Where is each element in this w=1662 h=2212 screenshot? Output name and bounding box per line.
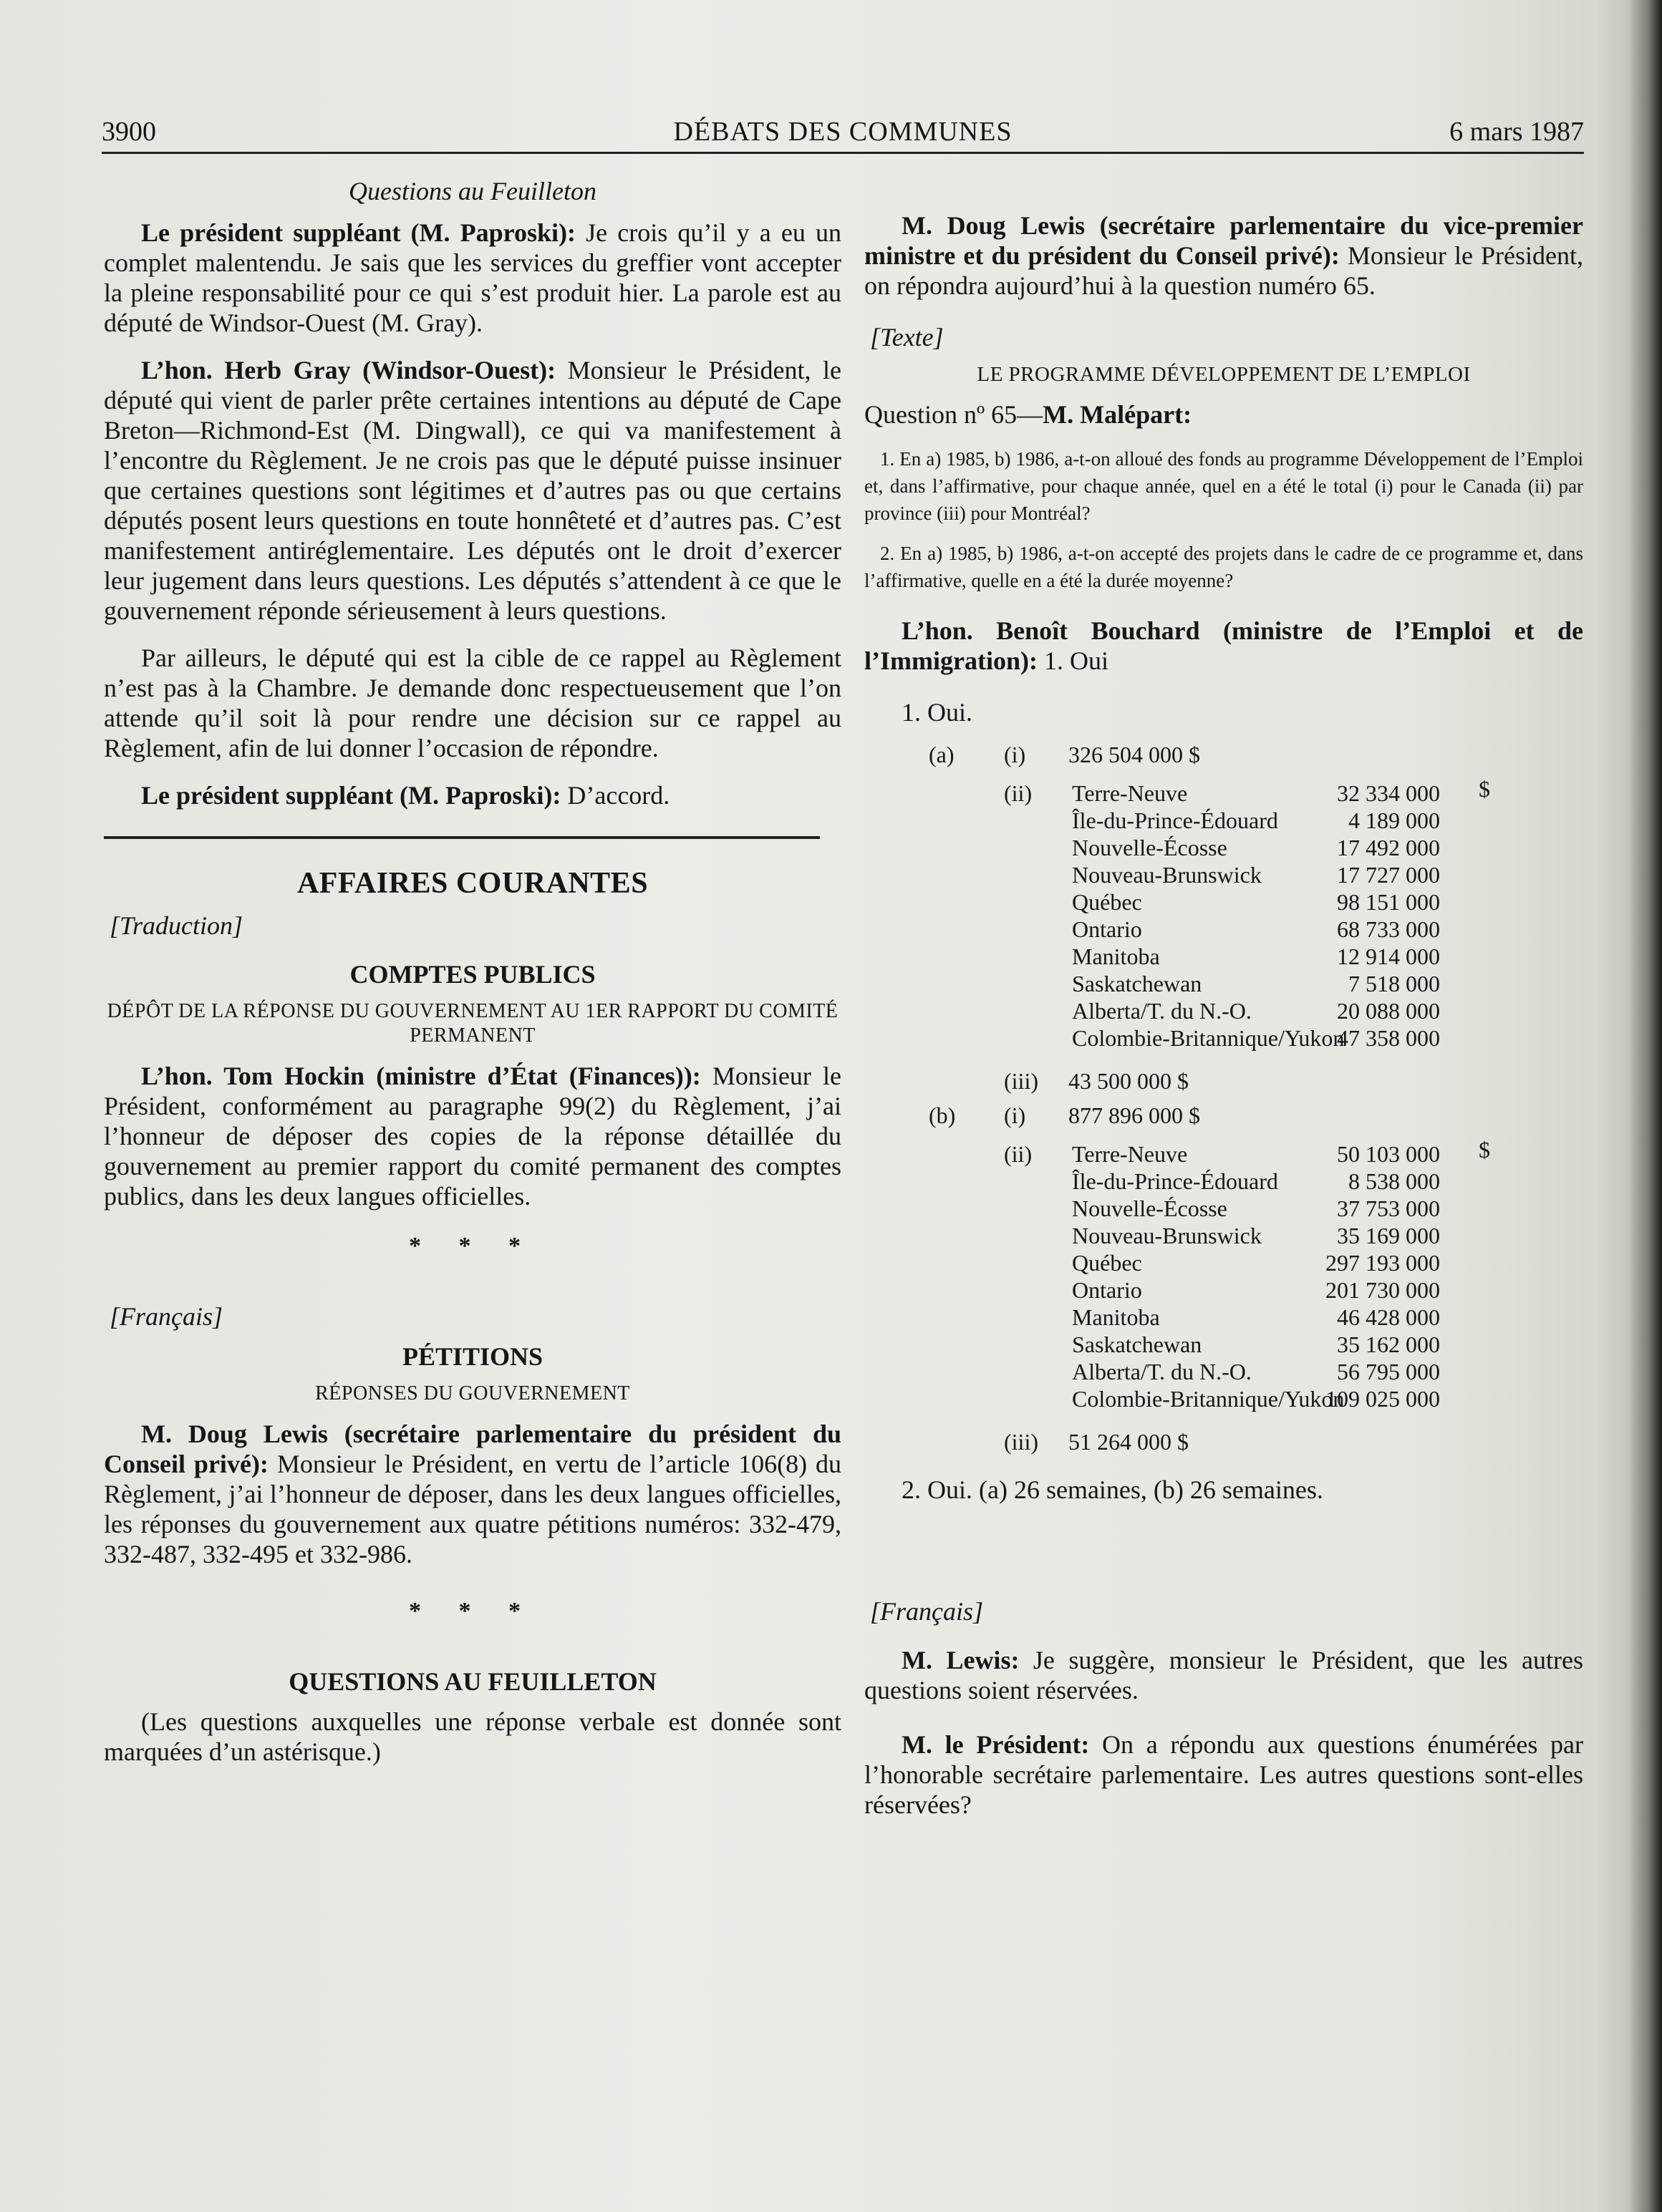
- speaker: Le président suppléant (M. Paproski):: [141, 781, 561, 810]
- speech-text: Monsieur le Président, on répondra aujourd’hui à la question numéro 65.: [864, 241, 1583, 300]
- speech-text: D’accord.: [561, 781, 670, 810]
- row-b-iii: [864, 1427, 1583, 1456]
- speech-text: Monsieur le Président, le député qui vient de parler prête certaines intentions au député de Cape Breton—Richmond-Est (M. Dingwall), ce qui va manifestement à l’encontre du Règlement. Je ne crois pas que le député puisse insinuer que certaines questions sont légitimes et d’autres pas ou que certains députés posent leurs questions en toute honnêteté et d’autres pas. C’est manifestement antiréglementaire. Les députés ont le droit d’exercer leur jugement dans leurs questions. Les députés s’attendent à ce que le gouvernement réponde sérieusement à leurs questions.: [104, 356, 841, 625]
- speaker: L’hon. Benoît Bouchard (ministre de l’Emploi et de l’Immigration):: [864, 616, 1583, 675]
- speaker: M. Lewis:: [902, 1646, 1020, 1674]
- item-label: (iii): [1004, 1429, 1038, 1455]
- province-row: [864, 888, 1583, 915]
- province-amount: 47 358 000: [1337, 1025, 1440, 1051]
- province-amount: 4 189 000: [1348, 807, 1440, 833]
- province-amount: 8 538 000: [1348, 1168, 1440, 1194]
- heading-petitions: PÉTITIONS: [402, 1342, 543, 1371]
- province-name: Nouveau-Brunswick: [1072, 1223, 1262, 1248]
- province-amount: 98 151 000: [1337, 889, 1440, 915]
- paragraph-bouchard: [864, 616, 1583, 676]
- province-amount: 46 428 000: [1337, 1304, 1440, 1330]
- province-row: [864, 806, 1583, 833]
- speaker: L’hon. Herb Gray (Windsor-Ouest):: [141, 356, 556, 384]
- total-montreal: 51 264 000 $: [1068, 1429, 1189, 1455]
- province-name: Québec: [1072, 1250, 1142, 1276]
- province-amount: 35 169 000: [1337, 1223, 1440, 1248]
- speech-text: 1. Oui: [1037, 646, 1108, 675]
- paragraph-president: [864, 1730, 1583, 1820]
- province-amount: 37 753 000: [1337, 1195, 1440, 1221]
- row-a-i: [864, 740, 1583, 769]
- tag-traduction: [Traduction]: [110, 911, 243, 940]
- total-montreal: 43 500 000 $: [1068, 1068, 1189, 1094]
- province-row: [864, 969, 1583, 996]
- heading-programme: LE PROGRAMME DÉVELOPPEMENT DE L’EMPLOI: [977, 363, 1471, 386]
- total-canada: 326 504 000 $: [1068, 742, 1200, 767]
- question-part-1: 1. En a) 1985, b) 1986, a-t-on alloué des fonds au programme Développement de l’Emploi et, dans l’affirmative, pour chaque année, quel en a été le total (i) pour le Canada (ii) par province (iii) pour Montréal?: [864, 448, 1583, 524]
- question-number: Question nº 65—M. Malépart:: [864, 400, 1192, 429]
- province-amount: 56 795 000: [1337, 1359, 1440, 1384]
- province-row: [864, 942, 1583, 969]
- heading-comptes-publics: COMPTES PUBLICS: [349, 960, 596, 989]
- tag-texte: [Texte]: [870, 323, 944, 351]
- province-amount: 109 025 000: [1325, 1386, 1440, 1412]
- item-label: (ii): [1004, 1141, 1033, 1167]
- page-header: [102, 115, 1584, 154]
- right-column: [864, 210, 1583, 1837]
- province-list-a: [864, 776, 1583, 1051]
- currency-unit: $: [1479, 776, 1490, 802]
- paragraph-gray-2: Par ailleurs, le député qui est la cible de ce rappel au Règlement n’est pas à la Chambre. Je demande donc respectueusement que l’on attende qu’il soit là pour rendre une décision sur ce rappel au Règlement, afin de lui donner l’occasion de répondre.: [104, 644, 841, 762]
- paragraph-asterisk-note: (Les questions auxquelles une réponse verbale est donnée sont marquées d’un astérisque.): [104, 1707, 841, 1766]
- tag-francais: [Français]: [870, 1597, 984, 1626]
- province-name: Île-du-Prince-Édouard: [1072, 1168, 1278, 1194]
- paragraph-hockin: [104, 1061, 841, 1211]
- part-label: (b): [929, 1102, 956, 1128]
- separator-stars: * * *: [409, 1233, 536, 1259]
- province-name: Colombie-Britannique/Yukon: [1072, 1025, 1345, 1051]
- item-label: (iii): [1004, 1068, 1038, 1094]
- paragraph-lewis-petitions: [104, 1419, 841, 1569]
- heading-questions-au-feuilleton: QUESTIONS AU FEUILLETON: [289, 1667, 657, 1696]
- province-name: Saskatchewan: [1072, 971, 1202, 996]
- province-amount: 17 492 000: [1337, 835, 1440, 860]
- province-name: Québec: [1072, 889, 1142, 915]
- province-row: [864, 1024, 1583, 1051]
- paragraph-lewis-reserve: [864, 1645, 1583, 1705]
- currency-unit: $: [1479, 1137, 1490, 1163]
- speech-text: Monsieur le Président, en vertu de l’article 106(8) du Règlement, j’ai l’honneur de déposer, dans les deux langues officielles, les réponses du gouvernement aux quatre pétitions numéros: 332-479, 332-487, 332-495 et 332-986.: [104, 1450, 842, 1568]
- paragraph-paproski-2: [104, 780, 841, 810]
- answer-oui: 1. Oui.: [902, 698, 972, 727]
- tag-francais: [Français]: [110, 1302, 223, 1331]
- province-row: [864, 1221, 1583, 1248]
- province-row: [864, 1357, 1583, 1384]
- province-name: Ontario: [1072, 1277, 1142, 1303]
- publication-title: DÉBATS DES COMMUNES: [673, 117, 1013, 147]
- province-amount: 12 914 000: [1337, 944, 1440, 969]
- province-amount: 32 334 000: [1337, 780, 1440, 806]
- province-row: [864, 996, 1583, 1024]
- speaker: M. Doug Lewis (secrétaire parlementaire du président du Conseil privé):: [104, 1420, 841, 1478]
- heading-affaires-courantes: AFFAIRES COURANTES: [296, 867, 649, 900]
- left-column: [104, 172, 841, 1784]
- province-amount: 20 088 000: [1337, 998, 1440, 1024]
- item-label: (i): [1004, 1102, 1026, 1128]
- province-amount: 17 727 000: [1337, 862, 1440, 888]
- province-row: [864, 1330, 1583, 1357]
- speaker: Le président suppléant (M. Paproski):: [141, 218, 576, 247]
- province-amount: 35 162 000: [1337, 1331, 1440, 1357]
- province-row: [864, 860, 1583, 888]
- province-name: Manitoba: [1072, 1304, 1160, 1330]
- province-amount: 7 518 000: [1348, 971, 1440, 996]
- province-row: [864, 833, 1583, 860]
- item-label: (i): [1004, 742, 1026, 767]
- province-row: [864, 776, 1583, 806]
- part-label: (a): [929, 742, 955, 767]
- province-name: Alberta/T. du N.-O.: [1072, 998, 1252, 1024]
- province-name: Terre-Neuve: [1072, 1141, 1188, 1167]
- province-name: Alberta/T. du N.-O.: [1072, 1359, 1252, 1384]
- speech-text: Je suggère, monsieur le Président, que les autres questions soient réservées.: [864, 1646, 1583, 1704]
- row-b-i: [864, 1101, 1583, 1130]
- section-divider: [104, 836, 820, 839]
- book-spine-shadow: [1628, 0, 1662, 2212]
- paragraph-lewis-q65: [864, 210, 1583, 301]
- province-name: Nouvelle-Écosse: [1072, 1195, 1227, 1221]
- question-part-2: 2. En a) 1985, b) 1986, a-t-on accepté des projets dans le cadre de ce programme et, dans l’affirmative, quelle en a été la durée moyenne?: [864, 543, 1583, 591]
- running-head: Questions au Feuilleton: [349, 177, 596, 205]
- paragraph-gray: [104, 355, 841, 626]
- total-canada: 877 896 000 $: [1068, 1102, 1200, 1128]
- province-row: [864, 1303, 1583, 1330]
- speech-text: Je crois qu’il y a eu un complet malentendu. Je sais que les services du greffier vont accepter la pleine responsabilité pour ce qui s’est produit hier. La parole est au député de Windsor-Ouest (M. Gray).: [104, 218, 841, 337]
- province-name: Nouvelle-Écosse: [1072, 835, 1227, 860]
- province-name: Colombie-Britannique/Yukon: [1072, 1386, 1345, 1412]
- province-name: Île-du-Prince-Édouard: [1072, 807, 1278, 833]
- answer-table-a: [864, 740, 1583, 1456]
- province-row: [864, 1248, 1583, 1276]
- province-row: [864, 1384, 1583, 1412]
- speaker: M. le Président:: [902, 1730, 1090, 1759]
- province-name: Saskatchewan: [1072, 1331, 1202, 1357]
- subheading-reponses: RÉPONSES DU GOUVERNEMENT: [315, 1382, 630, 1405]
- province-list-b: [864, 1137, 1583, 1412]
- paragraph-paproski-1: [104, 218, 841, 338]
- issue-date: 6 mars 1987: [1449, 117, 1584, 147]
- province-name: Manitoba: [1072, 944, 1160, 969]
- province-row: [864, 915, 1583, 942]
- speaker: M. Doug Lewis (secrétaire parlementaire du vice-premier ministre et du président du Conseil privé):: [864, 211, 1583, 270]
- province-amount: 201 730 000: [1325, 1277, 1440, 1303]
- page-number: 3900: [102, 117, 156, 147]
- province-row: [864, 1276, 1583, 1303]
- province-row: [864, 1194, 1583, 1221]
- province-amount: 68 733 000: [1337, 916, 1440, 942]
- subheading-depot: DÉPÔT DE LA RÉPONSE DU GOUVERNEMENT AU 1ER RAPPORT DU COMITÉ PERMANENT: [107, 1000, 839, 1047]
- speech-text: On a répondu aux questions énumérées par l’honorable secrétaire parlementaire. Les autres questions sont-elles réservées?: [864, 1730, 1583, 1819]
- item-label: (ii): [1004, 780, 1033, 806]
- speaker: L’hon. Tom Hockin (ministre d’État (Finances)):: [141, 1062, 701, 1090]
- separator-stars: * * *: [409, 1598, 536, 1624]
- province-row: [864, 1167, 1583, 1194]
- province-amount: 50 103 000: [1337, 1141, 1440, 1167]
- speech-text: Monsieur le Président, conformément au paragraphe 99(2) du Règlement, j’ai l’honneur de déposer des copies de la réponse détaillée du gouvernement au premier rapport du comité permanent des comptes publics, dans les deux langues officielles.: [104, 1062, 841, 1211]
- answer-2: 2. Oui. (a) 26 semaines, (b) 26 semaines.: [902, 1475, 1323, 1504]
- row-a-iii: [864, 1067, 1583, 1095]
- province-name: Ontario: [1072, 916, 1142, 942]
- province-amount: 297 193 000: [1325, 1250, 1440, 1276]
- province-name: Terre-Neuve: [1072, 780, 1188, 806]
- province-row: [864, 1137, 1583, 1167]
- province-name: Nouveau-Brunswick: [1072, 862, 1262, 888]
